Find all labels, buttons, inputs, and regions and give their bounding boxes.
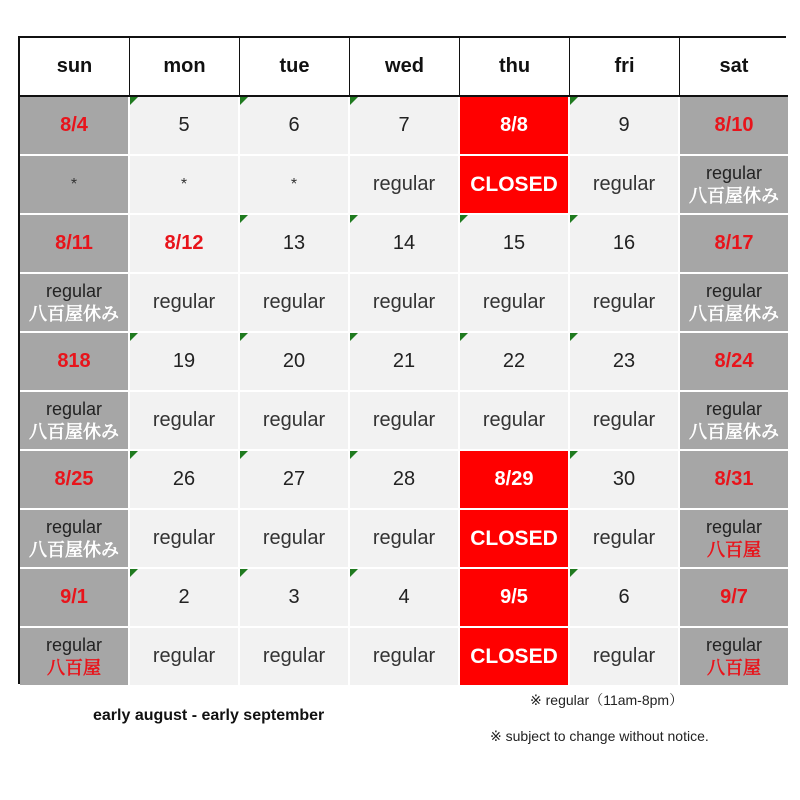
corner-marker bbox=[350, 569, 358, 577]
status-cell bbox=[570, 628, 680, 687]
corner-marker bbox=[350, 333, 358, 341]
corner-marker bbox=[570, 215, 578, 223]
date-cell bbox=[240, 333, 350, 392]
date-label: 8/10 bbox=[714, 114, 754, 136]
status-cell bbox=[130, 274, 240, 333]
date-cell bbox=[680, 333, 788, 392]
hours-note: ※ regular（11am-8pm） bbox=[530, 692, 684, 708]
date-label: 6 bbox=[618, 586, 630, 608]
date-cell bbox=[460, 97, 570, 156]
day-header-thu: thu bbox=[460, 38, 570, 97]
date-label: 26 bbox=[172, 468, 196, 490]
date-label: 8/12 bbox=[164, 232, 204, 254]
status-label: * bbox=[290, 175, 298, 193]
date-label: 8/11 bbox=[55, 232, 93, 254]
status-label: regular bbox=[592, 173, 656, 195]
status-cell bbox=[350, 628, 460, 687]
corner-marker bbox=[460, 333, 468, 341]
date-label: 6 bbox=[288, 114, 300, 136]
corner-marker bbox=[350, 451, 358, 459]
date-label: 8/4 bbox=[60, 114, 88, 136]
date-label: 30 bbox=[612, 468, 636, 490]
date-label: 9/5 bbox=[500, 586, 528, 608]
date-label: 2 bbox=[178, 586, 190, 608]
status-label: regular bbox=[45, 398, 103, 419]
day-header-sun: sun bbox=[20, 38, 130, 97]
date-label: 5 bbox=[178, 114, 190, 136]
date-label: 9 bbox=[618, 114, 630, 136]
status-label: regular bbox=[372, 291, 436, 313]
status-label: * bbox=[70, 175, 78, 193]
status-cell bbox=[350, 510, 460, 569]
date-cell bbox=[680, 97, 788, 156]
date-label: 21 bbox=[392, 350, 416, 372]
date-cell bbox=[680, 451, 788, 510]
date-cell bbox=[570, 97, 680, 156]
date-label: 15 bbox=[502, 232, 526, 254]
date-cell bbox=[20, 569, 130, 628]
status-cell bbox=[350, 274, 460, 333]
status-cell bbox=[240, 628, 350, 687]
status-label: regular bbox=[482, 409, 546, 431]
status-cell bbox=[240, 156, 350, 215]
greengrocer-note: 八百屋休み bbox=[29, 539, 119, 560]
date-label: 8/8 bbox=[500, 114, 528, 136]
status-label: regular bbox=[152, 527, 216, 549]
status-cell bbox=[240, 274, 350, 333]
status-cell bbox=[460, 392, 570, 451]
status-label: regular bbox=[372, 409, 436, 431]
date-cell bbox=[20, 215, 130, 274]
status-cell bbox=[680, 392, 788, 451]
date-label: 818 bbox=[57, 350, 91, 372]
status-label: regular bbox=[705, 398, 763, 419]
status-cell bbox=[570, 510, 680, 569]
date-cell bbox=[350, 451, 460, 510]
day-header-mon: mon bbox=[130, 38, 240, 97]
status-cell bbox=[350, 392, 460, 451]
status-label: regular bbox=[592, 645, 656, 667]
corner-marker bbox=[130, 569, 138, 577]
date-label: 20 bbox=[282, 350, 306, 372]
date-label: 8/29 bbox=[494, 468, 534, 490]
status-cell bbox=[570, 156, 680, 215]
status-cell bbox=[350, 156, 460, 215]
date-cell bbox=[240, 569, 350, 628]
date-cell bbox=[570, 333, 680, 392]
corner-marker bbox=[240, 569, 248, 577]
status-cell bbox=[680, 156, 788, 215]
date-cell bbox=[240, 97, 350, 156]
corner-marker bbox=[570, 569, 578, 577]
date-cell bbox=[460, 333, 570, 392]
date-cell bbox=[130, 451, 240, 510]
status-label: * bbox=[180, 175, 188, 193]
date-label: 8/24 bbox=[714, 350, 754, 372]
status-label: regular bbox=[262, 645, 326, 667]
status-label: regular bbox=[152, 409, 216, 431]
date-cell bbox=[350, 215, 460, 274]
date-label: 16 bbox=[612, 232, 636, 254]
status-cell bbox=[680, 274, 788, 333]
status-cell bbox=[460, 156, 570, 215]
corner-marker bbox=[460, 215, 468, 223]
corner-marker bbox=[240, 451, 248, 459]
date-cell bbox=[20, 97, 130, 156]
date-cell bbox=[130, 97, 240, 156]
date-label: 19 bbox=[172, 350, 196, 372]
status-cell bbox=[240, 392, 350, 451]
date-label: 27 bbox=[282, 468, 306, 490]
status-label: regular bbox=[372, 645, 436, 667]
status-label: regular bbox=[705, 516, 763, 537]
status-label: regular bbox=[705, 162, 763, 183]
greengrocer-note: 八百屋休み bbox=[689, 303, 779, 324]
status-label: regular bbox=[705, 280, 763, 301]
date-cell bbox=[680, 569, 788, 628]
status-cell bbox=[570, 392, 680, 451]
status-cell bbox=[20, 392, 130, 451]
status-cell bbox=[240, 510, 350, 569]
status-label: regular bbox=[262, 291, 326, 313]
greengrocer-note: 八百屋休み bbox=[689, 421, 779, 442]
date-cell bbox=[570, 215, 680, 274]
date-label: 28 bbox=[392, 468, 416, 490]
status-label: regular bbox=[592, 291, 656, 313]
corner-marker bbox=[570, 97, 578, 105]
status-label: regular bbox=[152, 645, 216, 667]
status-cell bbox=[570, 274, 680, 333]
date-label: 23 bbox=[612, 350, 636, 372]
status-cell bbox=[680, 628, 788, 687]
status-cell bbox=[20, 274, 130, 333]
greengrocer-note: 八百屋休み bbox=[29, 303, 119, 324]
status-label: regular bbox=[152, 291, 216, 313]
status-cell bbox=[20, 510, 130, 569]
day-header-wed: wed bbox=[350, 38, 460, 97]
date-cell bbox=[240, 451, 350, 510]
date-label: 8/31 bbox=[714, 468, 754, 490]
date-label: 22 bbox=[502, 350, 526, 372]
date-label: 9/1 bbox=[60, 586, 88, 608]
status-label: regular bbox=[372, 527, 436, 549]
status-cell bbox=[130, 628, 240, 687]
greengrocer-note: 八百屋 bbox=[707, 539, 761, 560]
closed-label: CLOSED bbox=[470, 644, 558, 668]
date-cell bbox=[130, 569, 240, 628]
date-label: 14 bbox=[392, 232, 416, 254]
status-label: regular bbox=[705, 634, 763, 655]
corner-marker bbox=[240, 97, 248, 105]
status-cell bbox=[20, 628, 130, 687]
status-label: regular bbox=[262, 409, 326, 431]
corner-marker bbox=[240, 215, 248, 223]
date-cell bbox=[20, 451, 130, 510]
status-label: regular bbox=[592, 527, 656, 549]
corner-marker bbox=[130, 451, 138, 459]
status-label: regular bbox=[45, 280, 103, 301]
date-cell bbox=[350, 333, 460, 392]
greengrocer-note: 八百屋 bbox=[707, 657, 761, 678]
date-label: 8/25 bbox=[54, 468, 94, 490]
date-cell bbox=[680, 215, 788, 274]
status-cell bbox=[460, 628, 570, 687]
status-label: regular bbox=[372, 173, 436, 195]
greengrocer-note: 八百屋休み bbox=[689, 185, 779, 206]
date-cell bbox=[130, 215, 240, 274]
date-cell bbox=[460, 215, 570, 274]
status-label: regular bbox=[45, 634, 103, 655]
corner-marker bbox=[130, 97, 138, 105]
date-cell bbox=[130, 333, 240, 392]
status-cell bbox=[130, 156, 240, 215]
status-cell bbox=[20, 156, 130, 215]
closed-label: CLOSED bbox=[470, 526, 558, 550]
status-cell bbox=[130, 510, 240, 569]
corner-marker bbox=[130, 333, 138, 341]
corner-marker bbox=[570, 451, 578, 459]
status-label: regular bbox=[592, 409, 656, 431]
status-label: regular bbox=[45, 516, 103, 537]
date-label: 8/17 bbox=[714, 232, 754, 254]
date-label: 3 bbox=[288, 586, 300, 608]
date-label: 4 bbox=[398, 586, 410, 608]
date-cell bbox=[570, 569, 680, 628]
status-cell bbox=[130, 392, 240, 451]
status-label: regular bbox=[482, 291, 546, 313]
date-label: 13 bbox=[282, 232, 306, 254]
corner-marker bbox=[240, 333, 248, 341]
date-cell bbox=[240, 215, 350, 274]
date-cell bbox=[570, 451, 680, 510]
date-cell bbox=[460, 569, 570, 628]
date-cell bbox=[460, 451, 570, 510]
change-notice: ※ subject to change without notice. bbox=[490, 728, 709, 744]
status-cell bbox=[680, 510, 788, 569]
status-cell bbox=[460, 510, 570, 569]
day-header-fri: fri bbox=[570, 38, 680, 97]
period-title: early august - early september bbox=[93, 707, 325, 724]
date-label: 9/7 bbox=[720, 586, 748, 608]
day-header-tue: tue bbox=[240, 38, 350, 97]
greengrocer-note: 八百屋 bbox=[47, 657, 101, 678]
corner-marker bbox=[350, 215, 358, 223]
calendar-grid bbox=[18, 36, 786, 684]
greengrocer-note: 八百屋休み bbox=[29, 421, 119, 442]
corner-marker bbox=[350, 97, 358, 105]
date-cell bbox=[350, 97, 460, 156]
date-cell bbox=[20, 333, 130, 392]
date-cell bbox=[350, 569, 460, 628]
status-cell bbox=[460, 274, 570, 333]
status-label: regular bbox=[262, 527, 326, 549]
corner-marker bbox=[570, 333, 578, 341]
date-label: 7 bbox=[398, 114, 410, 136]
closed-label: CLOSED bbox=[470, 172, 558, 196]
day-header-sat: sat bbox=[680, 38, 788, 97]
